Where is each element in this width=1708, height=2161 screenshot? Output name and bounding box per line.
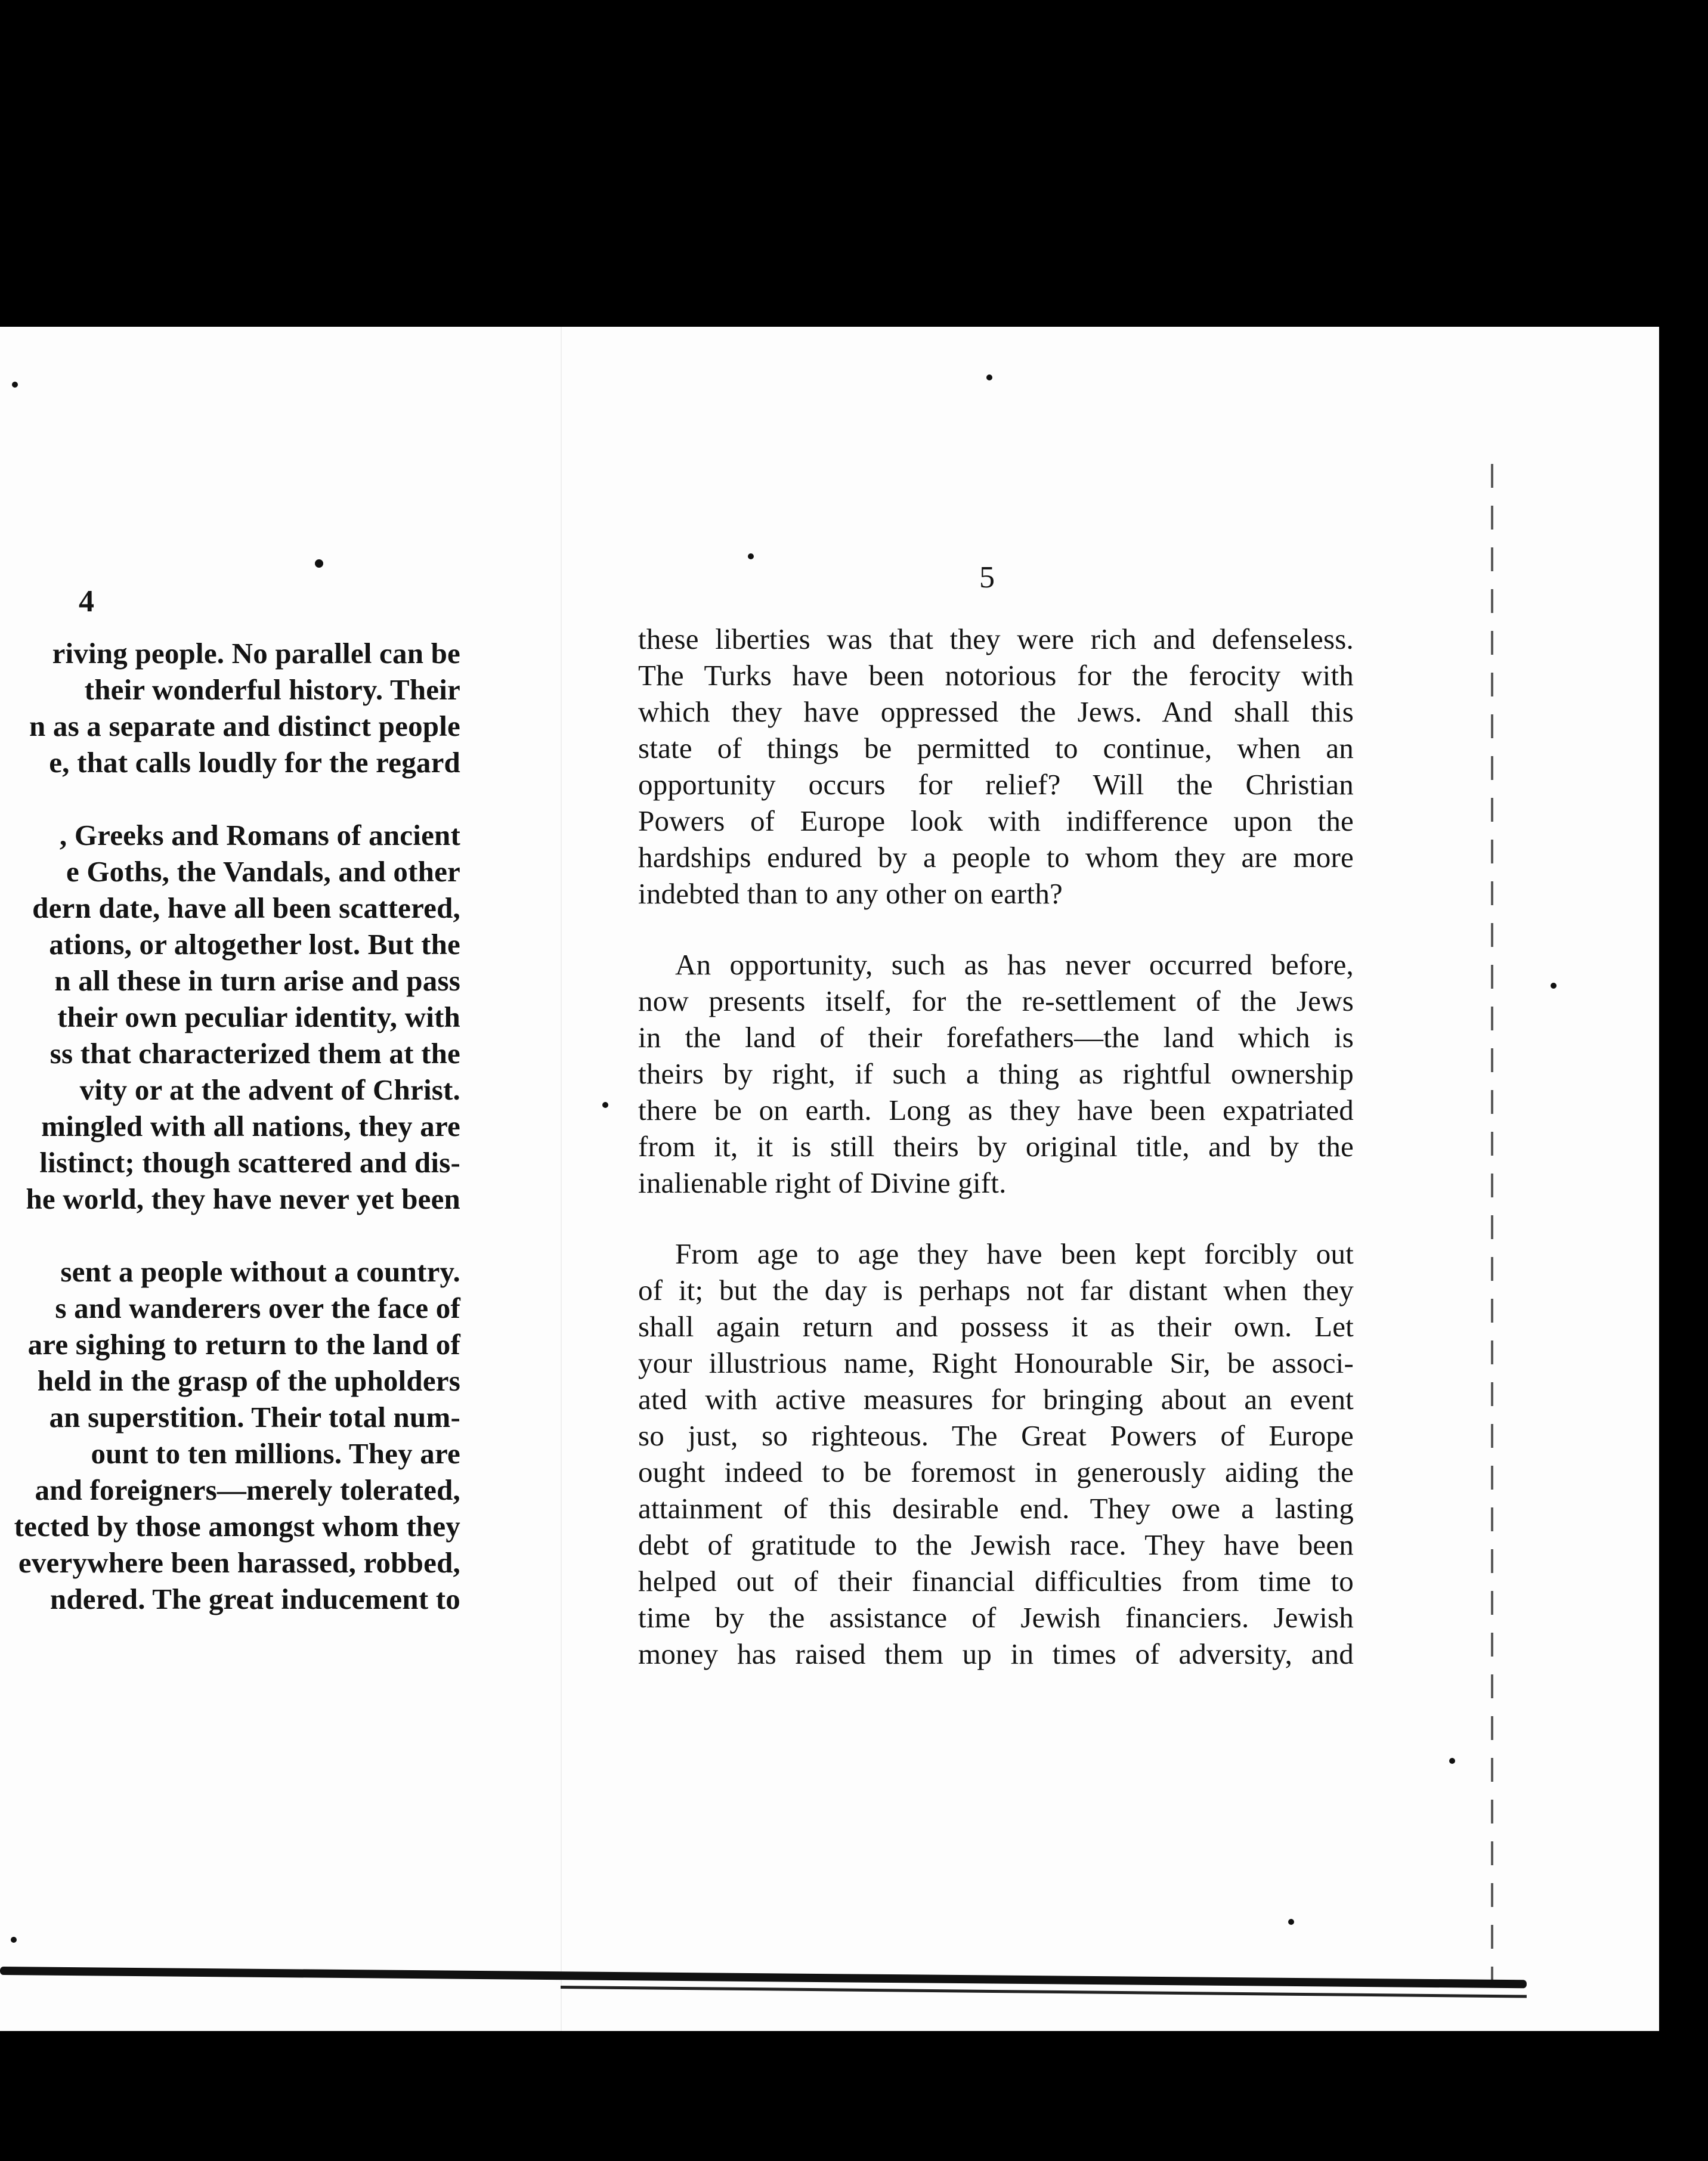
left-page-text <box>14 635 460 1617</box>
text-line: ount to ten millions. They are <box>91 1437 460 1470</box>
text-line: and foreigners—merely tolerated, <box>35 1473 460 1506</box>
text-line: e, that calls loudly for the regard <box>49 746 460 779</box>
text-line: , Greeks and Romans of ancient <box>59 819 460 852</box>
speck <box>1551 983 1557 989</box>
text-line: Powers of Europe look with indifference upon the <box>638 804 1354 837</box>
right-page-text <box>638 621 1354 1672</box>
text-line: An opportunity, such as has never occurred before, <box>675 948 1354 981</box>
text-line: these liberties was that they were rich and defenseless. <box>638 623 1354 655</box>
text-line: opportunity occurs for relief? Will the Christian <box>638 768 1354 801</box>
text-line: in the land of their forefathers—the land which is <box>638 1021 1354 1054</box>
text-line: tected by those amongst whom they <box>14 1510 460 1543</box>
text-line: From age to age they have been kept forcibly out <box>675 1237 1354 1270</box>
text-line: shall again return and possess it as their own. Let <box>638 1310 1354 1343</box>
text-line: of it; but the day is perhaps not far distant when they <box>638 1274 1354 1306</box>
text-line: indebted than to any other on earth? <box>638 877 1063 910</box>
text-line: ndered. The great inducement to <box>49 1583 460 1615</box>
text-line: sent a people without a country. <box>60 1255 460 1288</box>
text-line: ated with active measures for bringing about an event <box>638 1383 1354 1416</box>
speck <box>748 553 754 559</box>
text-line: s and wanderers over the face of <box>55 1292 460 1324</box>
text-line: debt of gratitude to the Jewish race. They have been <box>638 1528 1354 1561</box>
text-line: inalienable right of Divine gift. <box>638 1166 1007 1199</box>
text-line: everywhere been harassed, robbed, <box>18 1546 460 1579</box>
text-line: n all these in turn arise and pass <box>54 964 460 997</box>
text-line: money has raised them up in times of adversity, and <box>638 1637 1354 1670</box>
left-page <box>0 327 561 2031</box>
speck <box>12 382 18 388</box>
paragraph-gap <box>14 1217 460 1253</box>
text-line: n as a separate and distinct people <box>29 710 460 742</box>
paragraph-gap <box>638 1201 1354 1236</box>
text-line: theirs by right, if such a thing as rightful ownership <box>638 1057 1354 1090</box>
text-line: from it, it is still theirs by original title, and by the <box>638 1130 1354 1163</box>
speck <box>11 1937 17 1943</box>
speck <box>986 374 992 380</box>
text-line: now presents itself, for the re-settlement of the Jews <box>638 984 1354 1017</box>
text-line: their own peculiar identity, with <box>57 1001 460 1033</box>
text-line: time by the assistance of Jewish financiers. Jewish <box>638 1601 1354 1634</box>
text-line: held in the grasp of the upholders <box>37 1364 460 1397</box>
text-line: The Turks have been notorious for the ferocity with <box>638 659 1354 692</box>
paragraph-gap <box>638 912 1354 946</box>
text-line: riving people. No parallel can be <box>52 637 460 670</box>
text-line: there be on earth. Long as they have been expatriated <box>638 1094 1354 1126</box>
book-spread <box>0 327 1659 2031</box>
speck <box>1449 1758 1455 1764</box>
text-line: e Goths, the Vandals, and other <box>66 855 460 888</box>
text-line: which they have oppressed the Jews. And shall this <box>638 695 1354 728</box>
speck <box>1288 1919 1294 1925</box>
paragraph-gap <box>14 781 460 817</box>
text-line: your illustrious name, Right Honourable Sir, be associ- <box>638 1346 1354 1379</box>
text-line: state of things be permitted to continue, when an <box>638 732 1354 764</box>
text-line: dern date, have all been scattered, <box>32 891 460 924</box>
text-line: vity or at the advent of Christ. <box>79 1073 460 1106</box>
right-page <box>562 327 1492 2031</box>
page-number-right: 5 <box>979 561 995 595</box>
speck <box>602 1102 608 1108</box>
text-line: an superstition. Their total num- <box>49 1401 460 1434</box>
text-line: ought indeed to be foremost in generously aiding the <box>638 1456 1354 1488</box>
page-number-left: 4 <box>79 584 94 618</box>
text-line: listinct; though scattered and dis- <box>39 1146 460 1179</box>
speck <box>315 559 323 568</box>
text-line: so just, so righteous. The Great Powers of Europe <box>638 1419 1354 1452</box>
text-line: ations, or altogether lost. But the <box>49 928 460 961</box>
text-line: mingled with all nations, they are <box>41 1110 460 1143</box>
text-line: their wonderful history. Their <box>84 673 460 706</box>
text-line: attainment of this desirable end. They owe a lasting <box>638 1492 1354 1525</box>
text-line: are sighing to return to the land of <box>27 1328 460 1361</box>
text-line: ss that characterized them at the <box>49 1037 460 1070</box>
text-line: he world, they have never yet been <box>26 1182 460 1215</box>
text-line: hardships endured by a people to whom they are more <box>638 841 1354 874</box>
text-line: helped out of their financial difficulties from time to <box>638 1565 1354 1597</box>
